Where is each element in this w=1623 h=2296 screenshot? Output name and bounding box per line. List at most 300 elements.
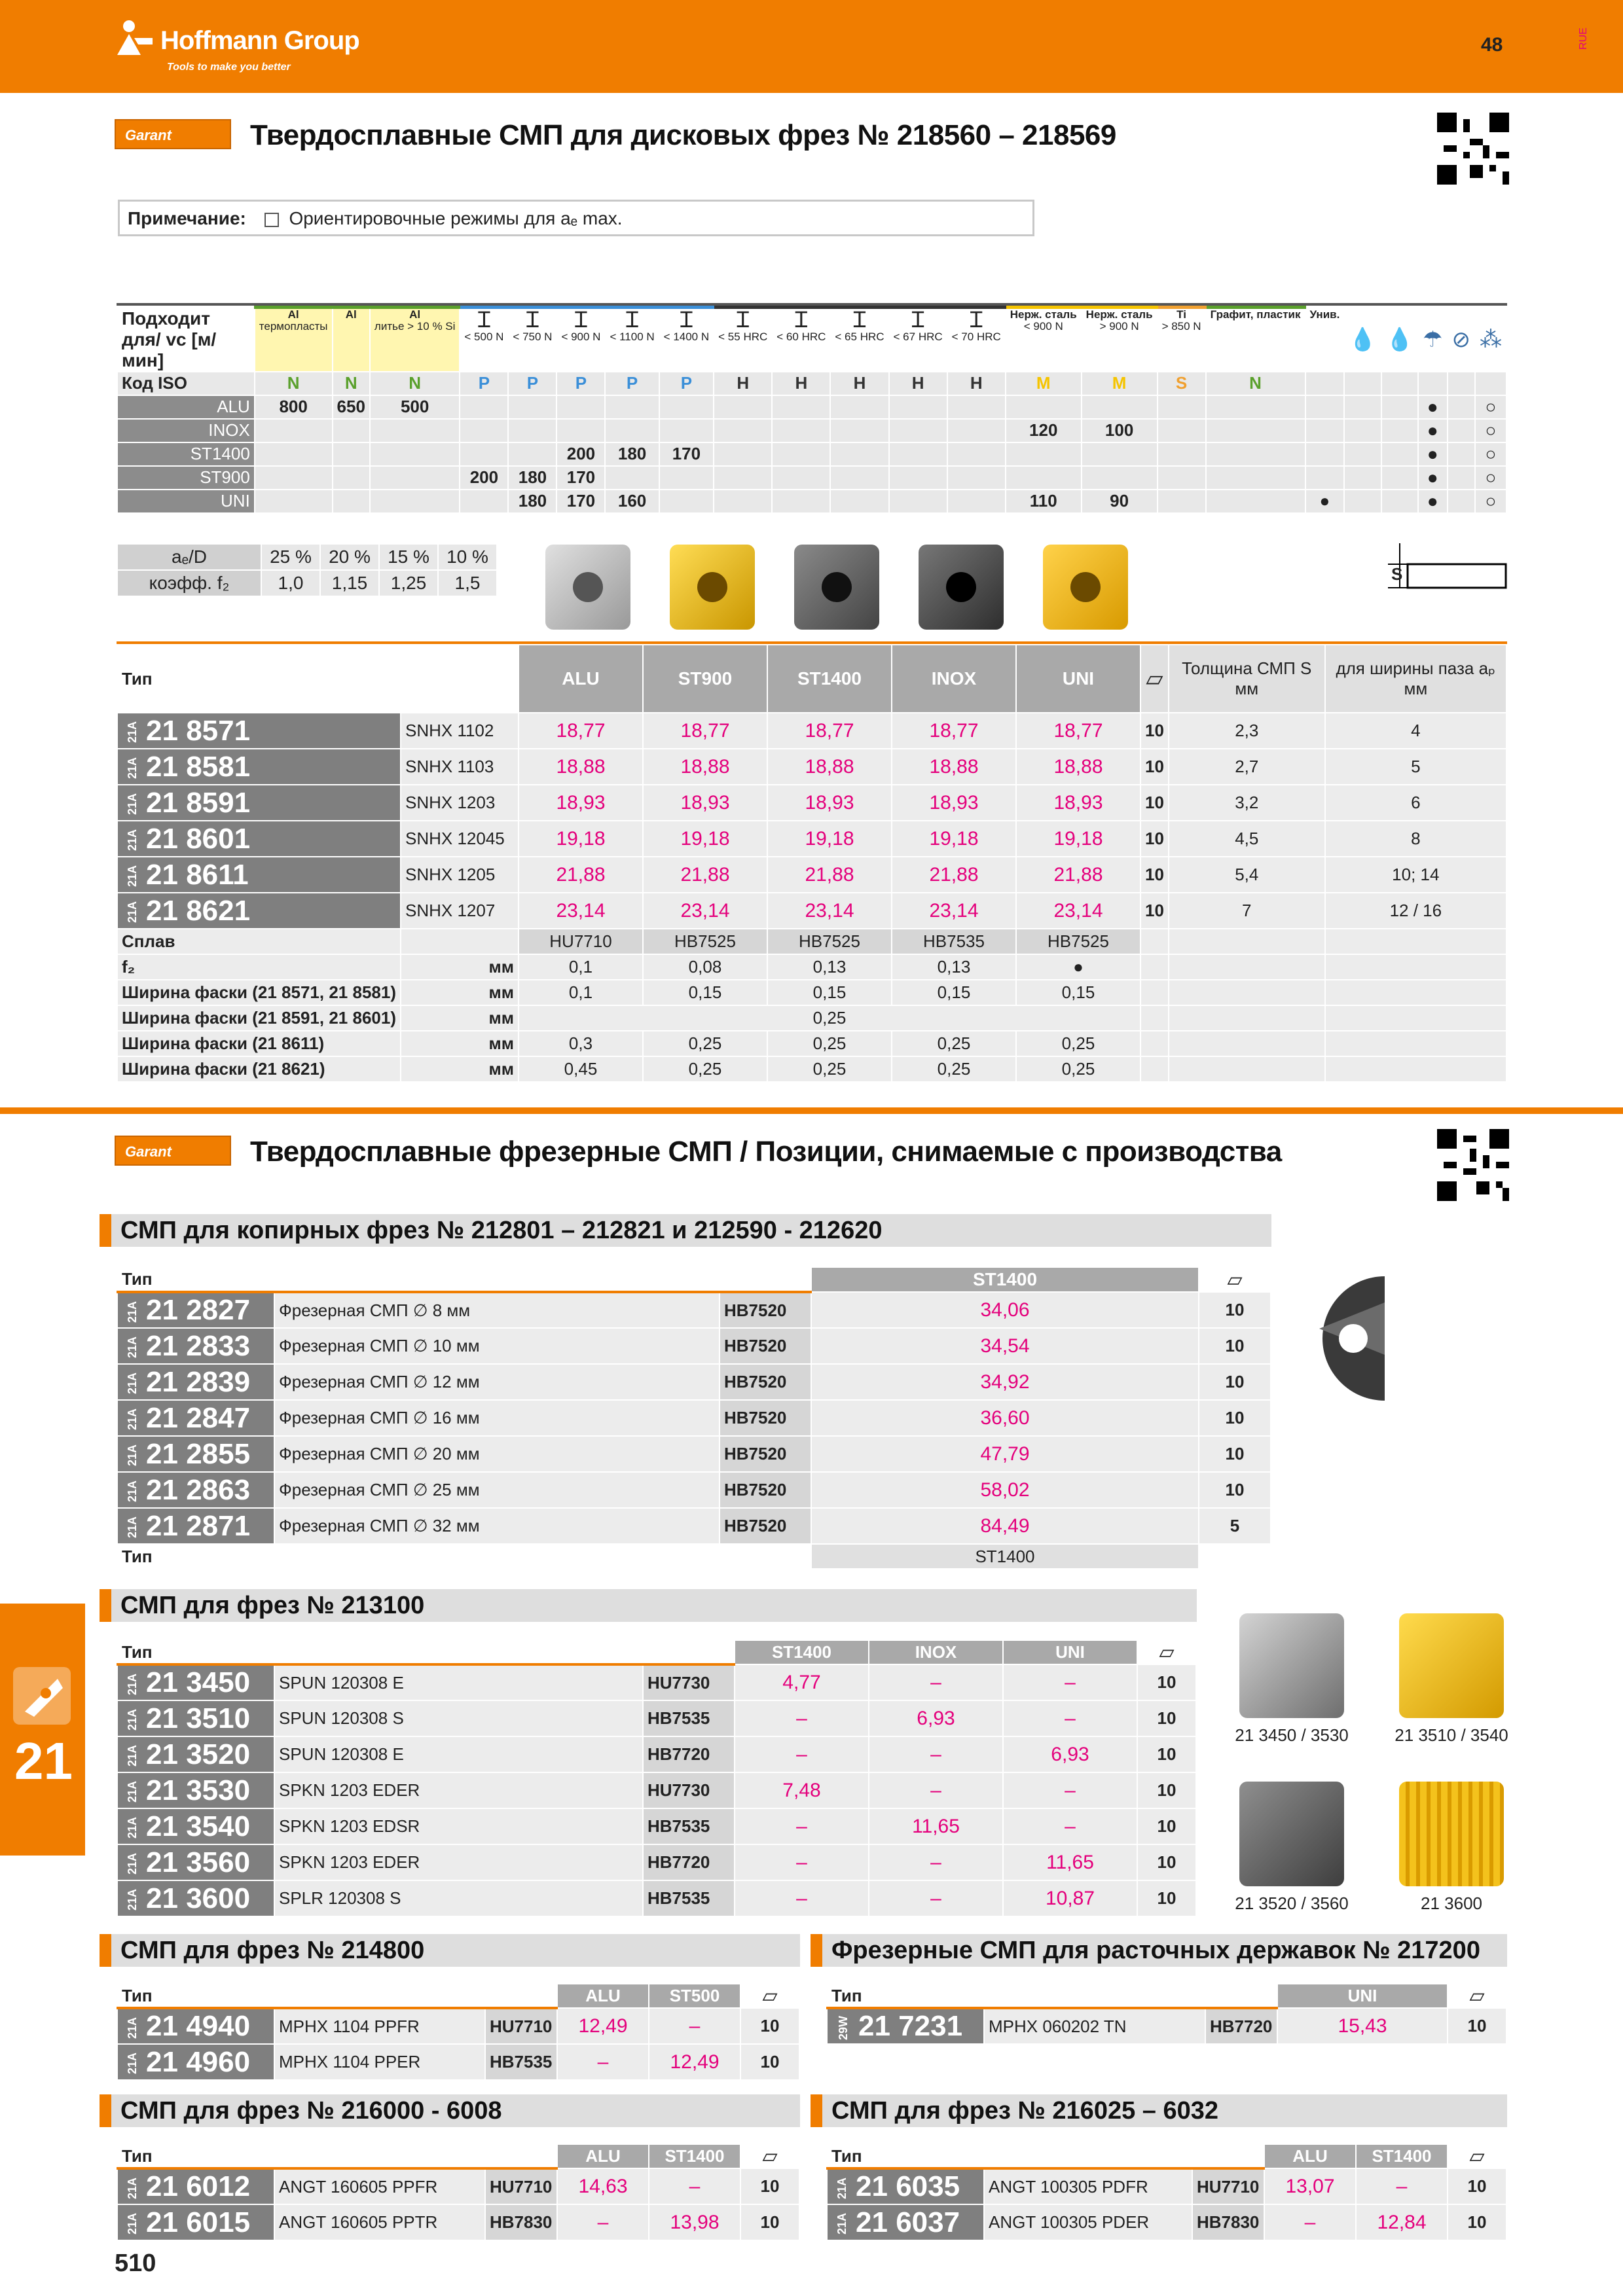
article-number (117, 2168, 274, 2204)
price-cell: 34,92 (811, 1364, 1199, 1400)
cell (1140, 954, 1169, 980)
kf-label: коэфф. f₂ (117, 570, 261, 596)
cell (1140, 1031, 1169, 1056)
coolant-mark: ● (1418, 442, 1447, 466)
insert-type: SPKN 1203 EDER (274, 1772, 643, 1808)
article-number-text: 21 3520 (146, 1738, 251, 1770)
price-cell: 12,84 (1356, 2204, 1448, 2240)
width-value: 12 / 16 (1325, 893, 1506, 929)
grade-col-header: UNI (1003, 1640, 1137, 1664)
cell (1325, 954, 1506, 980)
article-number-text: 21 4960 (146, 2045, 251, 2078)
cutting-speed (255, 466, 333, 490)
material-limit: < 60 HRC (776, 331, 826, 343)
cutting-speed (460, 419, 508, 442)
garant-logo: Garant (115, 119, 231, 149)
chapter-number: 21 (14, 1732, 73, 1790)
article-prefix: 21A (126, 721, 139, 744)
insert-description: Фрезерная СМП ∅ 20 мм (274, 1436, 720, 1472)
price-cell: 47,79 (811, 1436, 1199, 1472)
pack-size: 10 (1448, 2204, 1506, 2240)
price-cell: 84,49 (811, 1508, 1199, 1544)
article-prefix: 21A (126, 1516, 139, 1539)
ae-value: 20 % (320, 544, 379, 570)
type-header: Тип (117, 645, 519, 713)
price-cell: 18,88 (643, 749, 767, 785)
grade-name: ALU (117, 395, 255, 419)
cutting-speed (889, 395, 947, 419)
cutting-speed (830, 466, 888, 490)
thickness-value: 5,4 (1169, 857, 1325, 893)
article-prefix: 21A (126, 1336, 139, 1359)
grade-name: ST1400 (117, 442, 255, 466)
insert-type: SPUN 120308 E (274, 1736, 643, 1772)
article-prefix: 21A (126, 1673, 139, 1695)
garant-logo: Garant (115, 1136, 231, 1166)
pack-size: 10 (1137, 1700, 1196, 1736)
material-limit: < 1400 N (663, 331, 710, 343)
cutting-speed (255, 490, 333, 513)
cutting-speed: 90 (1082, 490, 1158, 513)
coolant-mark: ● (1418, 466, 1447, 490)
cutting-speed (714, 442, 772, 466)
thickness-s-label: S (1391, 564, 1403, 584)
width-value: 8 (1325, 821, 1506, 857)
material-limit: > 850 N (1161, 320, 1201, 332)
steel-beam-icon: Ɪ (680, 308, 693, 332)
grade-name: INOX (117, 419, 255, 442)
detail-label: Ширина фаски (21 8611) (117, 1031, 401, 1056)
price-cell: – (735, 1736, 869, 1772)
cutting-speed: ● (1305, 490, 1345, 513)
steel-beam-icon: Ɪ (911, 308, 924, 332)
kf-value: 1,15 (320, 570, 379, 596)
article-prefix: 21A (835, 2213, 849, 2235)
article-number-text: 21 6015 (146, 2206, 251, 2238)
spray-icon: ☂ (1418, 308, 1447, 372)
cutting-speed (556, 395, 605, 419)
insert-type: SPUN 120308 S (274, 1700, 643, 1736)
insert-type: SPLR 120308 S (274, 1880, 643, 1916)
water-drop-icon: 💧 (1381, 308, 1418, 372)
detail-unit: мм (401, 954, 519, 980)
detail-value: HB7525 (767, 929, 892, 954)
price-cell: 18,88 (1016, 749, 1140, 785)
insert-type: SNHX 1102 (401, 713, 519, 749)
no-coolant-icon: ⊘ (1448, 308, 1476, 372)
cutting-speed (1158, 419, 1206, 442)
grade-col-header: ST1400 (1356, 2144, 1448, 2168)
grade-col-header: ALU (519, 645, 643, 713)
type-header: Тип (117, 1984, 557, 2008)
article-prefix: 21A (126, 2017, 139, 2039)
alloy-code: HB7520 (720, 1508, 811, 1544)
article-prefix: 21A (126, 1817, 139, 1839)
article-number-text: 21 6035 (856, 2170, 960, 2202)
detail-value: 0,15 (892, 980, 1016, 1005)
detail-label: Ширина фаски (21 8621) (117, 1056, 401, 1082)
article-number-text: 21 2827 (146, 1294, 251, 1326)
coolant-mark (1448, 419, 1476, 442)
cutting-speed (1206, 466, 1305, 490)
cutting-speed (1305, 395, 1345, 419)
ae-value: 15 % (379, 544, 438, 570)
chapter-side-tab[interactable] (0, 1604, 85, 1856)
pack-size: 10 (1137, 1844, 1196, 1880)
pack-size-icon: ▱ (740, 2144, 799, 2168)
cutting-speed (659, 419, 714, 442)
insert-st1400-image (794, 545, 879, 630)
width-value: 6 (1325, 785, 1506, 821)
cutting-speed (1158, 490, 1206, 513)
material-name: Нерж. сталь (1085, 308, 1153, 321)
cutting-speed (370, 466, 460, 490)
grade-col-header: INOX (869, 1640, 1003, 1664)
cutting-speed (889, 490, 947, 513)
price-cell: – (1003, 1664, 1137, 1700)
price-cell: 4,77 (735, 1664, 869, 1700)
thickness-header: Толщина СМП S мм (1169, 645, 1325, 713)
price-cell: – (735, 1700, 869, 1736)
pack-size-icon: ▱ (1137, 1640, 1196, 1664)
insert-type: ANGT 100305 PDFR (984, 2168, 1192, 2204)
alloy-code: HB7830 (485, 2204, 557, 2240)
cutting-speed (947, 419, 1006, 442)
grade-name: UNI (117, 490, 255, 513)
cutting-speed (370, 442, 460, 466)
pack-size: 10 (740, 2008, 799, 2044)
cutting-speed (947, 490, 1006, 513)
cutting-speed (1305, 466, 1345, 490)
material-header (947, 308, 1006, 372)
material-name: Ti (1176, 308, 1186, 321)
cutting-speed (255, 442, 333, 466)
detail-value: 0,25 (643, 1031, 767, 1056)
coolant-mark: ● (1418, 419, 1447, 442)
cutting-speed: 650 (333, 395, 370, 419)
price-cell: 7,48 (735, 1772, 869, 1808)
iso-code: M (1082, 372, 1158, 395)
detail-value: 0,25 (643, 1056, 767, 1082)
grade-name: ST900 (117, 466, 255, 490)
iso-code: P (605, 372, 659, 395)
material-limit: < 70 HRC (951, 331, 1001, 343)
price-cell: 18,93 (519, 785, 643, 821)
price-cell: 18,77 (892, 713, 1016, 749)
price-cell: – (735, 1880, 869, 1916)
iso-code: H (889, 372, 947, 395)
material-limit: < 900 N (1023, 320, 1063, 332)
cutting-speed (1305, 442, 1345, 466)
cell (1325, 1031, 1506, 1056)
cutting-speed (460, 490, 508, 513)
detail-value: 0,15 (1016, 980, 1140, 1005)
material-limit: < 55 HRC (718, 331, 768, 343)
thickness-value: 2,3 (1169, 713, 1325, 749)
price-cell: 18,93 (892, 785, 1016, 821)
insert-description: Фрезерная СМП ∅ 32 мм (274, 1508, 720, 1544)
steel-beam-icon: Ɪ (477, 308, 490, 332)
detail-value: ● (1016, 954, 1140, 980)
price-cell: – (869, 1772, 1003, 1808)
cutting-speed (714, 490, 772, 513)
cutting-speed (772, 419, 830, 442)
article-number (827, 2204, 984, 2240)
price-cell: 18,88 (892, 749, 1016, 785)
note-checkbox-icon (264, 213, 279, 227)
m214800-table (117, 1983, 800, 2081)
alloy-code: HB7520 (720, 1364, 811, 1400)
coolant-mark: ● (1418, 395, 1447, 419)
material-header (255, 308, 333, 372)
cutting-speed (772, 466, 830, 490)
detail-value: 0,08 (643, 954, 767, 980)
cutting-speed: 180 (605, 442, 659, 466)
qr-code-icon[interactable] (1437, 113, 1509, 185)
material-header (370, 308, 460, 372)
cutting-speed: 180 (508, 490, 556, 513)
article-prefix: 21A (126, 757, 139, 780)
price-cell: – (649, 2008, 740, 2044)
coolant-mark (1344, 419, 1381, 442)
detail-value: 0,13 (892, 954, 1016, 980)
cutting-speed (1305, 419, 1345, 442)
article-prefix: 21A (126, 2177, 139, 2199)
article-number (117, 1364, 274, 1400)
article-number (117, 857, 401, 893)
material-name: Унив. (1309, 308, 1340, 321)
insert-type: ANGT 160605 PPTR (274, 2204, 485, 2240)
material-header (1206, 308, 1305, 372)
cutting-speed (605, 466, 659, 490)
price-cell: 11,65 (1003, 1844, 1137, 1880)
cutting-speed (508, 442, 556, 466)
price-cell: – (649, 2168, 740, 2204)
pack-size: 10 (1137, 1664, 1196, 1700)
article-number (827, 2168, 984, 2204)
price-cell: 6,93 (1003, 1736, 1137, 1772)
article-number-text: 21 3600 (146, 1882, 251, 1914)
article-number-text: 21 8571 (146, 714, 251, 747)
qr-code-icon[interactable] (1437, 1129, 1509, 1201)
alloy-code: HU7710 (1192, 2168, 1264, 2204)
cutting-speed (714, 466, 772, 490)
article-number-text: 21 8581 (146, 750, 251, 783)
cutting-speed: 200 (460, 466, 508, 490)
material-header (659, 308, 714, 372)
alloy-code: HU7730 (643, 1664, 735, 1700)
iso-code (1305, 372, 1345, 395)
cell (1325, 1005, 1506, 1031)
cell (1140, 1056, 1169, 1082)
kf-value: 1,5 (438, 570, 497, 596)
price-cell: 23,14 (1016, 893, 1140, 929)
price-cell: – (869, 1664, 1003, 1700)
insert-type: MPHX 1104 PPER (274, 2044, 485, 2080)
pack-size: 5 (1199, 1508, 1271, 1544)
section2-title: Твердосплавные фрезерные СМП / Позиции, снимаемые с производства (250, 1136, 1282, 1168)
round-insert-image (1293, 1276, 1391, 1401)
article-prefix: 21A (835, 2177, 849, 2199)
cutting-speed (889, 442, 947, 466)
m214800-title: СМП для фрез № 214800 (100, 1934, 800, 1967)
thickness-value: 7 (1169, 893, 1325, 929)
article-number (117, 1880, 274, 1916)
material-header (605, 308, 659, 372)
article-number (117, 1664, 274, 1700)
insert-type: SNHX 12045 (401, 821, 519, 857)
iso-code: P (659, 372, 714, 395)
detail-value: HB7525 (643, 929, 767, 954)
coolant-mark (1381, 419, 1418, 442)
price-cell: 19,18 (643, 821, 767, 857)
type-footer: Тип (117, 1544, 811, 1569)
cutting-speed (1006, 395, 1082, 419)
material-name: Al (287, 308, 299, 321)
article-number (117, 1328, 274, 1364)
catalog-page-number: 48 (1481, 34, 1503, 56)
cutting-speed (714, 419, 772, 442)
insert-type: SPUN 120308 E (274, 1664, 643, 1700)
m217200-title: Фрезерные СМП для расточных державок № 217200 (811, 1934, 1507, 1967)
pack-size: 10 (1140, 857, 1169, 893)
cutting-speed: 160 (605, 490, 659, 513)
cutting-speed (370, 490, 460, 513)
cutting-speed: 110 (1006, 490, 1082, 513)
cutting-speed (508, 419, 556, 442)
cutting-speed (255, 419, 333, 442)
alloy-code: HB7535 (485, 2044, 557, 2080)
article-number-text: 21 8621 (146, 894, 251, 927)
grade-col-header: ST500 (649, 1984, 740, 2008)
cutting-speed (333, 442, 370, 466)
steel-beam-icon: Ɪ (853, 308, 866, 332)
alloy-code: HB7535 (643, 1808, 735, 1844)
iso-code: N (333, 372, 370, 395)
article-number-text: 21 2847 (146, 1401, 251, 1434)
grade-col-header: ST1400 (767, 645, 892, 713)
pack-size: 10 (1137, 1772, 1196, 1808)
pack-size-icon: ▱ (1448, 2144, 1506, 2168)
material-header (1006, 308, 1082, 372)
article-prefix: 21A (126, 1300, 139, 1323)
material-limit: литье > 10 % Si (374, 320, 456, 332)
kf-value: 1,0 (261, 570, 320, 596)
cutting-speed: 800 (255, 395, 333, 419)
price-cell: 13,07 (1264, 2168, 1356, 2204)
alloy-code: HB7520 (720, 1328, 811, 1364)
steel-beam-icon: Ɪ (970, 308, 983, 332)
price-cell: 18,93 (1016, 785, 1140, 821)
material-header (772, 308, 830, 372)
cutting-speed (1206, 490, 1305, 513)
material-header (333, 308, 370, 372)
width-value: 4 (1325, 713, 1506, 749)
cutting-speed (1006, 442, 1082, 466)
pack-size: 10 (1140, 821, 1169, 857)
cutting-speed (333, 419, 370, 442)
m216025-table (826, 2144, 1507, 2241)
detail-value: 0,45 (519, 1056, 643, 1082)
cutting-speed (370, 419, 460, 442)
width-value: 5 (1325, 749, 1506, 785)
brand-tagline: Tools to make you better (167, 62, 291, 73)
detail-value: 0,25 (892, 1056, 1016, 1082)
price-cell: 34,06 (811, 1292, 1199, 1328)
cutting-speed (830, 395, 888, 419)
cell (1140, 929, 1169, 954)
article-prefix: 21A (126, 1745, 139, 1767)
cutting-speed (772, 490, 830, 513)
insert-213520-image (1239, 1782, 1344, 1886)
insert-213450-image (1239, 1613, 1344, 1718)
iso-code: N (255, 372, 333, 395)
article-number (117, 893, 401, 929)
insert-description: Фрезерная СМП ∅ 12 мм (274, 1364, 720, 1400)
insert-uni-image (1043, 545, 1128, 630)
price-cell: – (869, 1880, 1003, 1916)
image-caption: 21 3600 (1421, 1893, 1482, 1913)
width-header: для ширины паза aₚ мм (1325, 645, 1506, 713)
article-number (117, 2204, 274, 2240)
cell (1169, 1056, 1325, 1082)
price-cell: 18,88 (519, 749, 643, 785)
cell (1169, 1031, 1325, 1056)
article-number (117, 1436, 274, 1472)
price-cell: 18,77 (1016, 713, 1140, 749)
alloy-code: HU7730 (643, 1772, 735, 1808)
article-number (117, 1508, 274, 1544)
cutting-speed (947, 442, 1006, 466)
material-limit: < 900 N (561, 331, 601, 343)
cutting-speed (659, 466, 714, 490)
m213100-title: СМП для фрез № 213100 (100, 1589, 1197, 1622)
oil-drop-icon: 💧 (1344, 308, 1381, 372)
material-header (830, 308, 888, 372)
alloy-code: HB7720 (643, 1736, 735, 1772)
cutting-speed (333, 490, 370, 513)
pack-size-icon: ▱ (1448, 1984, 1506, 2008)
insert-description: Фрезерная СМП ∅ 16 мм (274, 1400, 720, 1436)
article-prefix: 21A (126, 1889, 139, 1911)
coolant-mark (1381, 490, 1418, 513)
detail-value: 0,25 (767, 1031, 892, 1056)
detail-value: 0,25 (519, 1005, 1140, 1031)
article-number-text: 21 4940 (146, 2010, 251, 2042)
iso-code-label: Код ISO (117, 372, 255, 395)
cell (1140, 980, 1169, 1005)
type-header: Тип (117, 1267, 811, 1292)
grade-col-header: ALU (1264, 2144, 1356, 2168)
detail-value: 0,15 (767, 980, 892, 1005)
alloy-code: HU7710 (485, 2168, 557, 2204)
price-cell: 12,49 (557, 2008, 649, 2044)
detail-value: 0,3 (519, 1031, 643, 1056)
iso-code: N (1206, 372, 1305, 395)
grade-col-header: ST1400 (649, 2144, 740, 2168)
detail-value: 0,15 (643, 980, 767, 1005)
price-cell: – (869, 1736, 1003, 1772)
coolant-mark (1344, 466, 1381, 490)
cell (1325, 980, 1506, 1005)
m213100-table (117, 1640, 1197, 1917)
price-cell: 19,18 (1016, 821, 1140, 857)
pack-size: 10 (1140, 893, 1169, 929)
insert-type: SPKN 1203 EDSR (274, 1808, 643, 1844)
note-label: Примечание: (128, 208, 246, 228)
steel-beam-icon: Ɪ (737, 308, 750, 332)
insert-price-table (117, 644, 1507, 1083)
